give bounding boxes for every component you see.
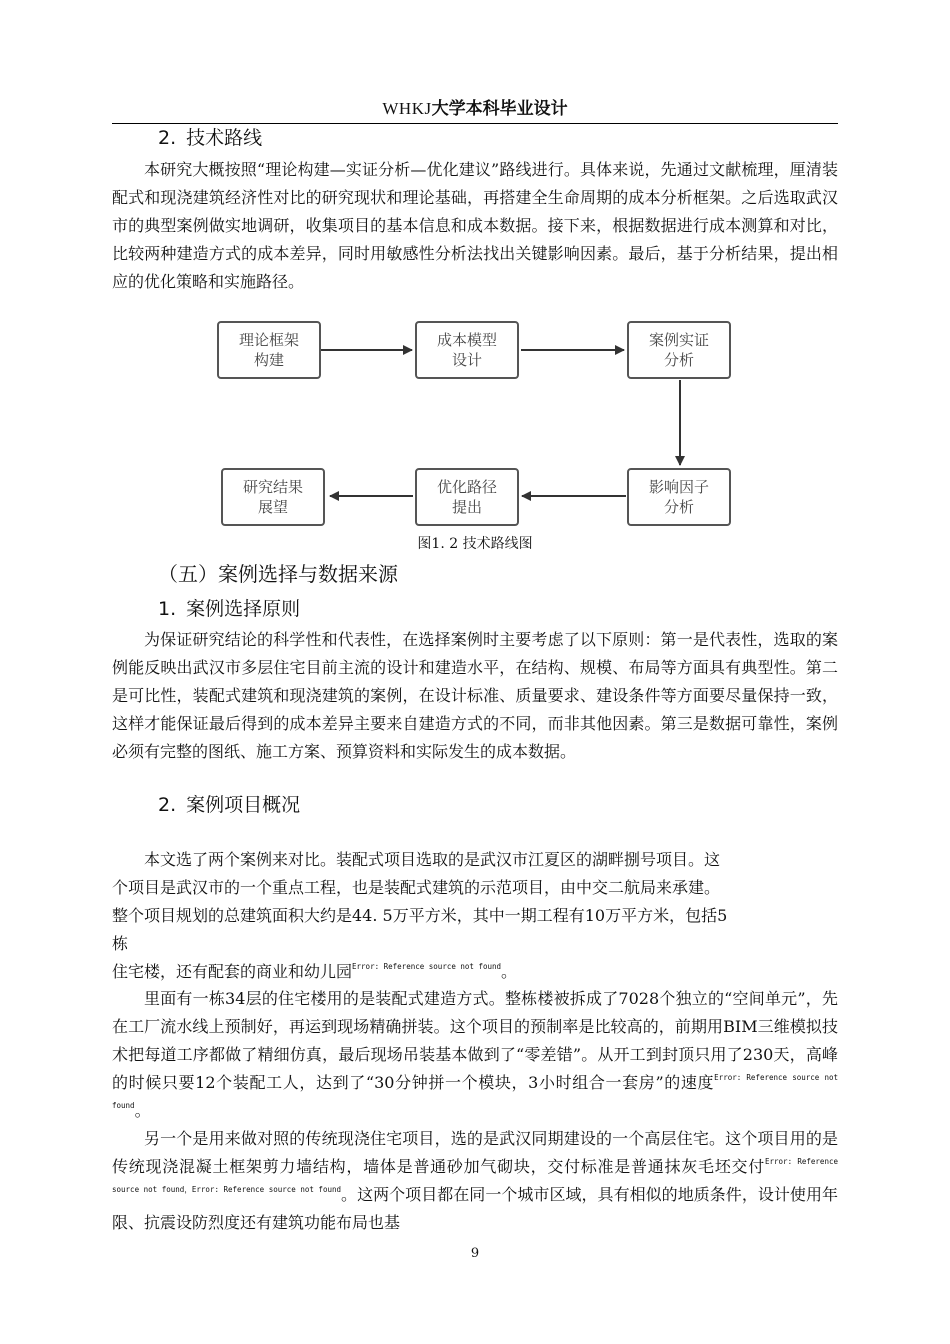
figure-caption: 图1. 2 技术路线图 bbox=[417, 536, 533, 552]
paragraph-building bbox=[112, 985, 838, 1125]
flow-box-line: 分析 bbox=[663, 498, 694, 516]
text-fragment: 。 bbox=[134, 1101, 151, 1120]
text-fragment: 另一个是用来做对照的传统现浇住宅项目，选的是武汉同期建设的一个高层住宅。这个项目用的是传统现浇混凝土框架剪力墙结构，墙体是普通砂加气砌块，交付标准是普通抹灰毛坯交付 bbox=[112, 1129, 838, 1176]
heading-text: 案例项目概况 bbox=[186, 794, 301, 816]
paragraph-principle: 为保证研究结论的科学性和代表性，在选择案例时主要考虑了以下原则：第一是代表性，选取的案例能反映出武汉市多层住宅目前主流的设计和建造水平，在结构、规模、布局等方面具有典型性。第二是可比性，装配式建筑和现浇建筑的案例，在设计标准、质量要求、建设条件等方面要尽量保持一致，这样才能保证最后得到的成本差异主要来自建造方式的不同，而非其他因素。第三是数据可靠性，案例必须有完整的图纸、施工方案、预算资料和实际发生的成本数据。 bbox=[112, 630, 838, 761]
text-line bbox=[112, 958, 838, 986]
heading-case-selection: （五）案例选择与数据来源 bbox=[158, 562, 398, 586]
text-fragment: 。这两个项目都在同一个城市区域，具有相似的地质条件，设计使用年限、抗震设防烈度还有建筑功能布局也基 bbox=[112, 1185, 838, 1232]
heading-text: 技术路线 bbox=[186, 127, 263, 149]
paragraph-overview bbox=[112, 846, 838, 986]
flow-box-optimization bbox=[415, 468, 519, 526]
flow-box-line: 分析 bbox=[663, 351, 694, 369]
flow-box-line: 成本模型 bbox=[436, 331, 497, 349]
heading-principle bbox=[158, 596, 300, 622]
flow-box-line: 案例实证 bbox=[648, 331, 709, 349]
flow-box-case-analysis bbox=[627, 321, 731, 379]
paragraph-compare bbox=[112, 1125, 838, 1237]
header-title: 大学本科毕业设计 bbox=[431, 99, 568, 119]
reference-error: Error: Reference source not found，Error: Reference source not found bbox=[112, 1157, 838, 1194]
flow-box-line: 设计 bbox=[451, 351, 482, 369]
heading-text: 案例选择原则 bbox=[186, 598, 301, 620]
flow-box-factor-analysis bbox=[627, 468, 731, 526]
paragraph-route: 本研究大概按照“理论构建—实证分析—优化建议”路线进行。具体来说，先通过文献梳理，厘清装配式和现浇建筑经济性对比的研究现状和理论基础，再搭建全生命周期的成本分析框架。之后选取武汉市的典型案例做实地调研，收集项目的基本信息和成本数据。接下来，根据数据进行成本测算和对比，比较两种建造方式的成本差异，同时用敏感性分析法找出关键影响因素。最后，基于分析结果，提出相应的优化策略和实施路径。 bbox=[112, 160, 838, 291]
text-line: 个项目是武汉市的一个重点工程，也是装配式建筑的示范项目，由中交二航局来承建。 bbox=[112, 878, 721, 897]
flow-box-line: 展望 bbox=[257, 498, 288, 516]
page-number: 9 bbox=[470, 1246, 480, 1261]
flow-box-line: 优化路径 bbox=[436, 478, 497, 496]
flow-box-line: 影响因子 bbox=[648, 478, 709, 496]
heading-number: 2. bbox=[158, 794, 177, 816]
text-fragment: 里面有一栋34层的住宅楼用的是装配式建造方式。整栋楼被拆成了7028个独立的“空间单元”，先在工厂流水线上预制好，再运到现场精确拼装。这个项目的预制率是比较高的，前期用BIM三维模拟技术把每道工序都做了精细仿真，最后现场吊装基本做到了“零差错”。从开工到封顶只用了230天，高峰的时候只要12个装配工人，达到了“30分钟拼一个模块，3小时组合一套房”的速度 bbox=[112, 989, 838, 1092]
flow-box-line: 理论框架 bbox=[238, 331, 299, 349]
flow-box-line: 研究结果 bbox=[242, 478, 303, 496]
reference-error: Error: Reference source not found bbox=[112, 1073, 838, 1110]
flow-box-cost-model bbox=[415, 321, 519, 379]
text-line: 栋 bbox=[112, 934, 129, 953]
flow-box-line: 构建 bbox=[253, 351, 284, 369]
heading-number: 1. bbox=[158, 598, 177, 620]
flow-box-line: 提出 bbox=[451, 498, 482, 516]
heading-overview bbox=[158, 792, 300, 818]
flow-box-theory bbox=[217, 321, 321, 379]
flow-box-outlook bbox=[221, 468, 325, 526]
text-line: 本文选了两个案例来对比。装配式项目选取的是武汉市江夏区的湖畔捌号项目。这 bbox=[144, 850, 721, 869]
text-line: 整个项目规划的总建筑面积大约是44. 5万平方米，其中一期工程有10万平方米，包括5 bbox=[112, 906, 728, 925]
text-fragment: 。 bbox=[501, 962, 518, 981]
header-school-code: WHKJ bbox=[382, 99, 432, 118]
reference-error: Error: Reference source not found bbox=[352, 962, 502, 971]
heading-number: 2. bbox=[158, 127, 177, 149]
text-fragment: 住宅楼，还有配套的商业和幼儿园 bbox=[112, 962, 353, 981]
